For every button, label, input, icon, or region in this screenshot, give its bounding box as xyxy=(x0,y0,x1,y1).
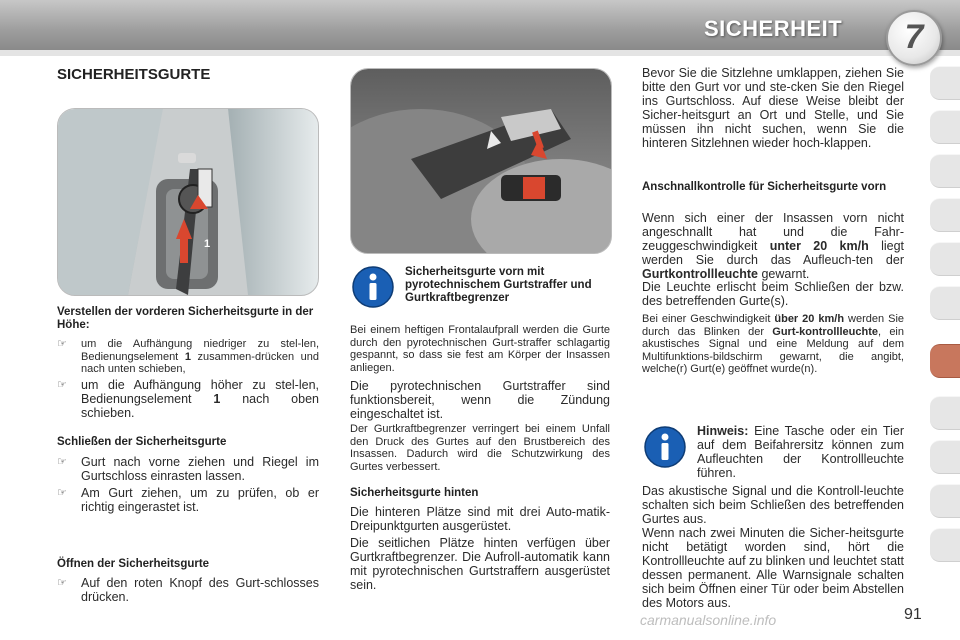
chapter-number: 7 xyxy=(904,18,924,56)
paragraph: Bevor Sie die Sitzlehne umklappen, ziehen Sie bitte den Gurt vor und ste-cken Sie den Riegel ins Gurtschloss. Auf diese Weise bleibt der Sicher-heitsgurt an Ort und Stelle, und Sie müssen ihn nicht suchen, wenn Sie die hinteren Sitzlehnen wieder hoch-klappen. xyxy=(642,66,904,150)
chapter-tab[interactable] xyxy=(930,286,960,320)
list-item: ☞ Am Gurt ziehen, um zu prüfen, ob er richtig eingerastet ist. xyxy=(57,486,319,514)
hand-pointer-icon: ☞ xyxy=(57,577,67,589)
list-item: ☞ um die Aufhängung niedriger zu stel-len, Bedienungselement 1 zusammen-drücken und nach unten schieben, xyxy=(57,338,320,375)
paragraph: Bei einer Geschwindigkeit über 20 km/h werden Sie durch das Blinken der Gurt-kontrollleuchte, ein akustisches Signal und eine Meldung auf dem Multifunktions-bildschirm gewarnt, die angibt, welche(r) Gurt(e) geöffnet wurde(n). xyxy=(642,313,905,375)
hand-pointer-icon: ☞ xyxy=(57,338,67,350)
chapter-tab[interactable] xyxy=(930,484,960,518)
list-item: ☞ Auf den roten Knopf des Gurt-schlosses drücken. xyxy=(57,576,319,604)
photo-seat-belt-buckle xyxy=(350,68,612,254)
paragraph: Die pyrotechnischen Gurtstraffer sind funktionsbereit, wenn die Zündung eingeschaltet ist. xyxy=(350,379,610,421)
paragraph: Der Gurtkraftbegrenzer verringert bei einem Unfall den Druck des Gurtes auf den Brustbereich des Insassen. Dadurch wird die Schutzwirkung des Gurtes verbessert. xyxy=(350,423,610,473)
heading-close-belt: Schließen der Sicherheitsgurte xyxy=(57,436,227,448)
chapter-tab[interactable] xyxy=(930,440,960,474)
heading-adjust-height: Verstellen der vorderen Sicherheitsgurte in der Höhe: xyxy=(57,306,314,331)
paragraph: Bei einem heftigen Frontalaufprall werden die Gurte durch den pyrotechnischen Gurt-straffer schlagartig gespannt, so dass sie fest am Körper der Insassen anliegen. xyxy=(350,324,610,374)
paragraph: Die seitlichen Plätze hinten verfügen über Gurtkraftbegrenzer. Die Aufroll-automatik kann mit pyrotechnischen Gurtstraffern ausgerüstet sein. xyxy=(350,536,610,592)
chapter-tabs xyxy=(930,66,960,572)
list-item: ☞ um die Aufhängung höher zu stel-len, Bedienungselement 1 nach oben schieben. xyxy=(57,378,319,420)
heading-open-belt: Öffnen der Sicherheitsgurte xyxy=(57,558,210,570)
hand-pointer-icon: ☞ xyxy=(57,456,67,468)
chapter-tab[interactable] xyxy=(930,242,960,276)
page-number: 91 xyxy=(904,606,922,623)
watermark: carmanualsonline.info xyxy=(640,612,777,628)
paragraph: Die hinteren Plätze sind mit drei Auto-matik-Dreipunktgurten ausgerüstet. xyxy=(350,505,610,533)
chapter-tab[interactable] xyxy=(930,154,960,188)
list-item: ☞ Gurt nach vorne ziehen und Riegel im Gurtschloss einrasten lassen. xyxy=(57,455,319,483)
paragraph: Wenn nach zwei Minuten die Sicher-heitsgurte nicht betätigt worden sind, hört die Kontrollleuchte auf zu blinken und leuchtet statt dessen permanent. Alle Warnsignale schalten sich beim Öffnen einer Tür oder beim Abstellen des Motors aus. xyxy=(642,526,904,610)
info-icon xyxy=(644,426,686,473)
info-icon xyxy=(352,266,394,313)
heading-belt-warning: Anschnallkontrolle für Sicherheitsgurte vorn xyxy=(642,181,887,193)
hand-pointer-icon: ☞ xyxy=(57,379,67,391)
chapter-tab[interactable] xyxy=(930,198,960,232)
paragraph: Die Leuchte erlischt beim Schließen der bzw. des betreffenden Gurte(s). xyxy=(642,280,904,308)
heading-front-pretensioner: Sicherheitsgurte vorn mit pyrotechnischem Gurtstraffer und Gurtkraftbegrenzer xyxy=(405,266,592,304)
heading-rear-belts: Sicherheitsgurte hinten xyxy=(350,487,479,499)
chapter-badge xyxy=(886,10,942,66)
chapter-tab-active[interactable] xyxy=(930,344,960,378)
chapter-tab[interactable] xyxy=(930,396,960,430)
chapter-tab[interactable] xyxy=(930,110,960,144)
photo-belt-height-adjuster xyxy=(57,108,319,296)
chapter-title: SICHERHEIT xyxy=(704,16,843,41)
header-stripe xyxy=(0,50,960,56)
section-title: SICHERHEITSGURTE xyxy=(57,66,211,83)
note-hint: Hinweis: Eine Tasche oder ein Tier auf dem Beifahrersitz können zum Aufleuchten der Kontrollleuchte führen. xyxy=(697,424,904,480)
paragraph: Wenn sich einer der Insassen vorn nicht angeschnallt hat und die Fahr-zeuggeschwindigkeit unter 20 km/h liegt werden Sie durch das Aufleuch-ten der Gurtkontrollleuchte gewarnt. xyxy=(642,211,905,281)
paragraph: Das akustische Signal und die Kontroll-leuchte schalten sich beim Schließen des betreffenden Gurtes aus. xyxy=(642,484,904,526)
chapter-tab[interactable] xyxy=(930,66,960,100)
svg-text:1: 1 xyxy=(204,238,211,250)
chapter-tab[interactable] xyxy=(930,528,960,562)
hand-pointer-icon: ☞ xyxy=(57,487,67,499)
